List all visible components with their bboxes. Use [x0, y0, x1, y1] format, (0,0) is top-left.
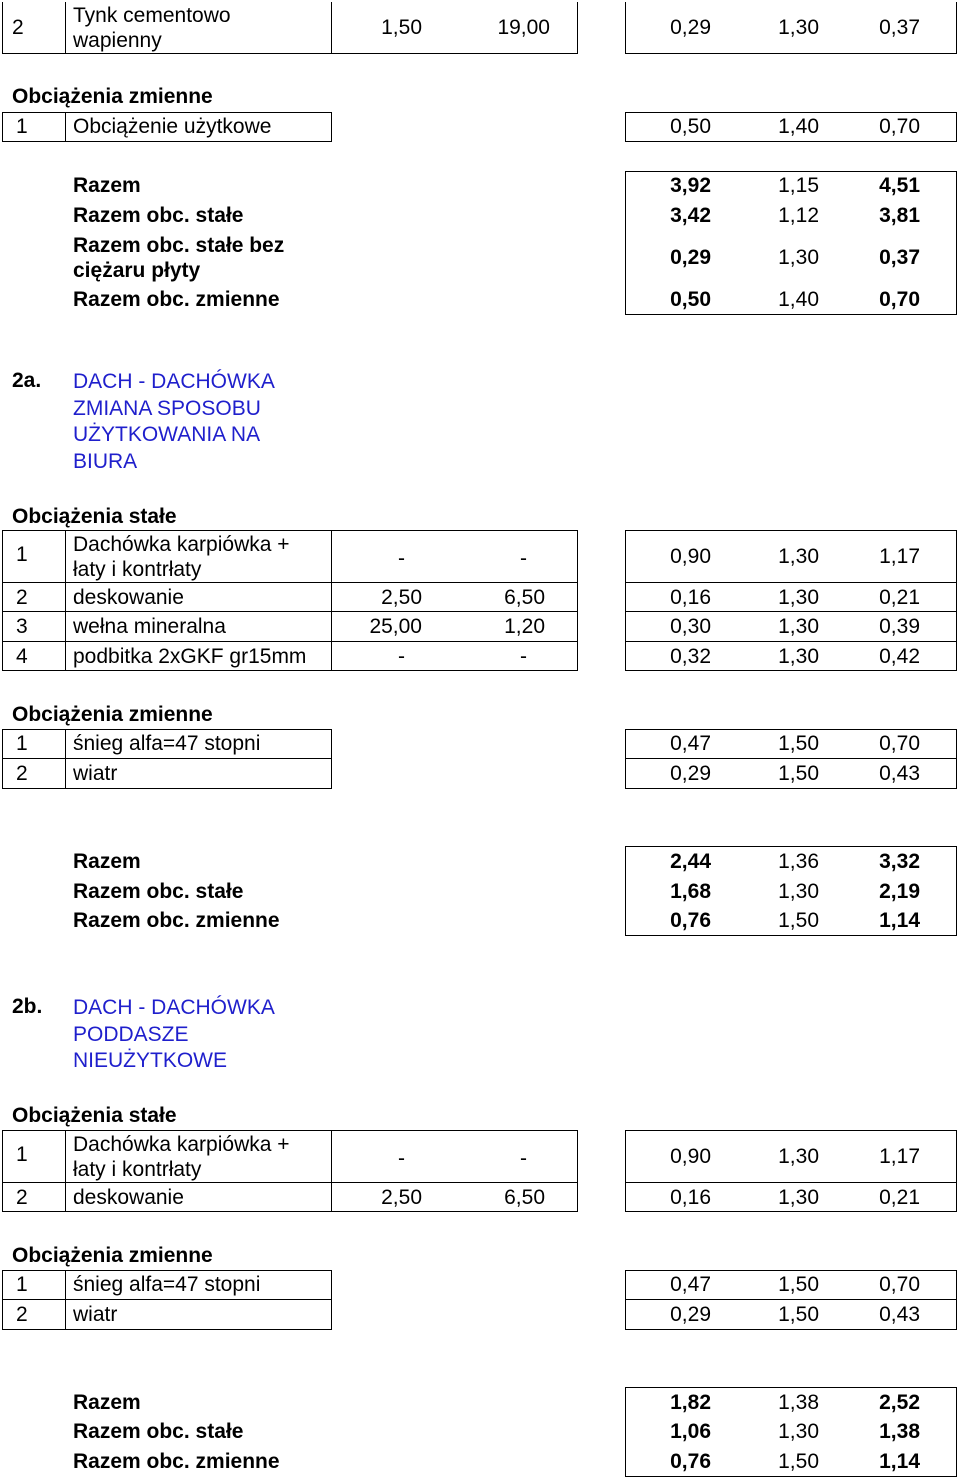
value-v1: 0,32	[670, 645, 711, 668]
sum-v1: 2,44	[670, 850, 711, 873]
sum-v1: 1,82	[670, 1391, 711, 1414]
sum-label-stale: Razem obc. stałe	[73, 880, 244, 903]
value-v3: 0,43	[879, 762, 920, 785]
value-v3: 0,39	[879, 615, 920, 638]
row-name: wiatr	[73, 762, 118, 785]
sum-v1: 1,06	[670, 1420, 711, 1443]
row-number: 1	[16, 115, 28, 138]
section-title: DACH - DACHÓWKA ZMIANA SPOSOBU UŻYTKOWANIA NA BIURA	[73, 370, 274, 473]
value-v2: 1,50	[778, 762, 819, 785]
sum-label-stale: Razem obc. stałe	[73, 204, 244, 227]
value-v3: 0,70	[879, 732, 920, 755]
row-number: 1	[16, 1143, 28, 1166]
sum-label-zmienne: Razem obc. zmienne	[73, 288, 280, 311]
section-title: DACH - DACHÓWKA PODDASZE NIEUŻYTKOWE	[73, 996, 274, 1072]
value-v3: 1,17	[879, 1145, 920, 1168]
section-heading: Obciążenia zmienne	[12, 1244, 213, 1267]
value-c1: -	[398, 645, 405, 668]
sum-v1: 1,68	[670, 880, 711, 903]
section-heading: Obciążenia zmienne	[12, 703, 213, 726]
value-v2: 1,30	[778, 615, 819, 638]
row-number: 2	[12, 16, 24, 39]
sum-v2: 1,30	[778, 246, 819, 269]
col-divider	[65, 729, 66, 789]
value-v1: 0,29	[670, 762, 711, 785]
sum-label-zmienne: Razem obc. zmienne	[73, 909, 280, 932]
value-v1: 0,29	[670, 1303, 711, 1326]
row-number: 2	[16, 586, 28, 609]
value-v2: 1,50	[778, 732, 819, 755]
row-name: Tynk cementowo wapienny	[73, 4, 231, 52]
row-divider	[2, 582, 578, 583]
row-divider	[625, 582, 957, 583]
value-v3: 0,70	[879, 115, 920, 138]
sum-label-stale: Razem obc. stałe	[73, 1420, 244, 1443]
row-divider	[625, 1182, 957, 1183]
value-c2: -	[520, 547, 527, 570]
sum-v3: 2,19	[879, 880, 920, 903]
value-v3: 0,37	[879, 16, 920, 39]
value-v1: 0,29	[670, 16, 711, 39]
value-v1: 0,16	[670, 1186, 711, 1209]
row-name: wiatr	[73, 1303, 118, 1326]
value-v3: 0,70	[879, 1273, 920, 1296]
section-number: 2a.	[12, 369, 42, 392]
value-c1: 25,00	[369, 615, 422, 638]
row-divider	[625, 758, 957, 759]
value-c2: -	[520, 1147, 527, 1170]
value-v2: 1,30	[778, 1145, 819, 1168]
row-divider	[2, 611, 578, 612]
row-name: deskowanie	[73, 586, 184, 609]
sum-label-stale-bez: Razem obc. stałe bez ciężaru płyty	[73, 234, 285, 282]
sum-v3: 3,32	[879, 850, 920, 873]
value-c1: -	[398, 547, 405, 570]
sum-v2: 1,15	[778, 174, 819, 197]
row-divider	[625, 1299, 957, 1300]
value-c1: -	[398, 1147, 405, 1170]
sum-v2: 1,30	[778, 880, 819, 903]
sum-v2: 1,50	[778, 909, 819, 932]
row-number: 2	[16, 762, 28, 785]
sum-label-razem: Razem	[73, 174, 141, 197]
row-divider	[2, 641, 578, 642]
col-divider	[65, 1270, 66, 1330]
sum-v2: 1,50	[778, 1450, 819, 1473]
section-heading: Obciążenia zmienne	[12, 85, 213, 108]
sum-v1: 0,50	[670, 288, 711, 311]
value-v3: 1,17	[879, 545, 920, 568]
sum-v2: 1,12	[778, 204, 819, 227]
value-c2: 1,20	[504, 615, 545, 638]
sum-v1: 3,92	[670, 174, 711, 197]
value-v2: 1,30	[778, 16, 819, 39]
sum-label-razem: Razem	[73, 1391, 141, 1414]
sum-v2: 1,38	[778, 1391, 819, 1414]
value-v1: 0,47	[670, 732, 711, 755]
value-c2: -	[520, 645, 527, 668]
value-v1: 0,47	[670, 1273, 711, 1296]
value-c1: 2,50	[381, 1186, 422, 1209]
row-divider	[625, 611, 957, 612]
value-v2: 1,30	[778, 586, 819, 609]
value-v1: 0,90	[670, 1145, 711, 1168]
row-divider	[625, 641, 957, 642]
value-c2: 6,50	[504, 1186, 545, 1209]
row-number: 3	[16, 615, 28, 638]
value-v2: 1,50	[778, 1303, 819, 1326]
value-v3: 0,21	[879, 1186, 920, 1209]
value-v3: 0,42	[879, 645, 920, 668]
sum-label-zmienne: Razem obc. zmienne	[73, 1450, 280, 1473]
section-heading: Obciążenia stałe	[12, 1104, 177, 1127]
sum-v1: 0,29	[670, 246, 711, 269]
row-divider	[2, 758, 332, 759]
value-v1: 0,50	[670, 115, 711, 138]
sum-v3: 1,14	[879, 909, 920, 932]
value-v2: 1,50	[778, 1273, 819, 1296]
value-v3: 0,21	[879, 586, 920, 609]
value-v3: 0,43	[879, 1303, 920, 1326]
value-v1: 0,30	[670, 615, 711, 638]
row-divider	[2, 1299, 332, 1300]
row-number: 2	[16, 1186, 28, 1209]
row-name: Dachówka karpiówka + łaty i kontrłaty	[73, 533, 290, 581]
row-name: podbitka 2xGKF gr15mm	[73, 645, 307, 668]
sum-v3: 2,52	[879, 1391, 920, 1414]
sum-v3: 3,81	[879, 204, 920, 227]
row-name: Dachówka karpiówka + łaty i kontrłaty	[73, 1133, 290, 1181]
col-divider	[65, 530, 66, 671]
value-c1: 1,50	[381, 16, 422, 39]
section-heading: Obciążenia stałe	[12, 505, 177, 528]
value-v2: 1,40	[778, 115, 819, 138]
row-number: 2	[16, 1303, 28, 1326]
row-name: wełna mineralna	[73, 615, 226, 638]
col-divider	[331, 530, 332, 671]
row-name: śnieg alfa=47 stopni	[73, 1273, 261, 1296]
sum-label-razem: Razem	[73, 850, 141, 873]
value-c2: 19,00	[497, 16, 550, 39]
value-c2: 6,50	[504, 586, 545, 609]
sum-v3: 1,38	[879, 1420, 920, 1443]
row-number: 1	[16, 732, 28, 755]
sum-v3: 1,14	[879, 1450, 920, 1473]
row-number: 1	[16, 543, 28, 566]
sum-v1: 3,42	[670, 204, 711, 227]
value-v1: 0,16	[670, 586, 711, 609]
sum-v1: 0,76	[670, 1450, 711, 1473]
sum-v2: 1,30	[778, 1420, 819, 1443]
sum-v2: 1,40	[778, 288, 819, 311]
sum-v3: 0,70	[879, 288, 920, 311]
value-v2: 1,30	[778, 645, 819, 668]
col-divider	[331, 1130, 332, 1212]
value-c1: 2,50	[381, 586, 422, 609]
row-divider	[2, 1182, 578, 1183]
nr-cell-divider	[2, 112, 66, 142]
sum-v3: 4,51	[879, 174, 920, 197]
value-v2: 1,30	[778, 1186, 819, 1209]
sum-v2: 1,36	[778, 850, 819, 873]
value-v1: 0,90	[670, 545, 711, 568]
row-name: deskowanie	[73, 1186, 184, 1209]
value-v2: 1,30	[778, 545, 819, 568]
row-name: Obciążenie użytkowe	[73, 115, 272, 138]
sum-v3: 0,37	[879, 246, 920, 269]
sum-v1: 0,76	[670, 909, 711, 932]
row-number: 4	[16, 645, 28, 668]
section-number: 2b.	[12, 995, 43, 1018]
col-divider	[65, 1130, 66, 1212]
row-name: śnieg alfa=47 stopni	[73, 732, 261, 755]
row-number: 1	[16, 1273, 28, 1296]
